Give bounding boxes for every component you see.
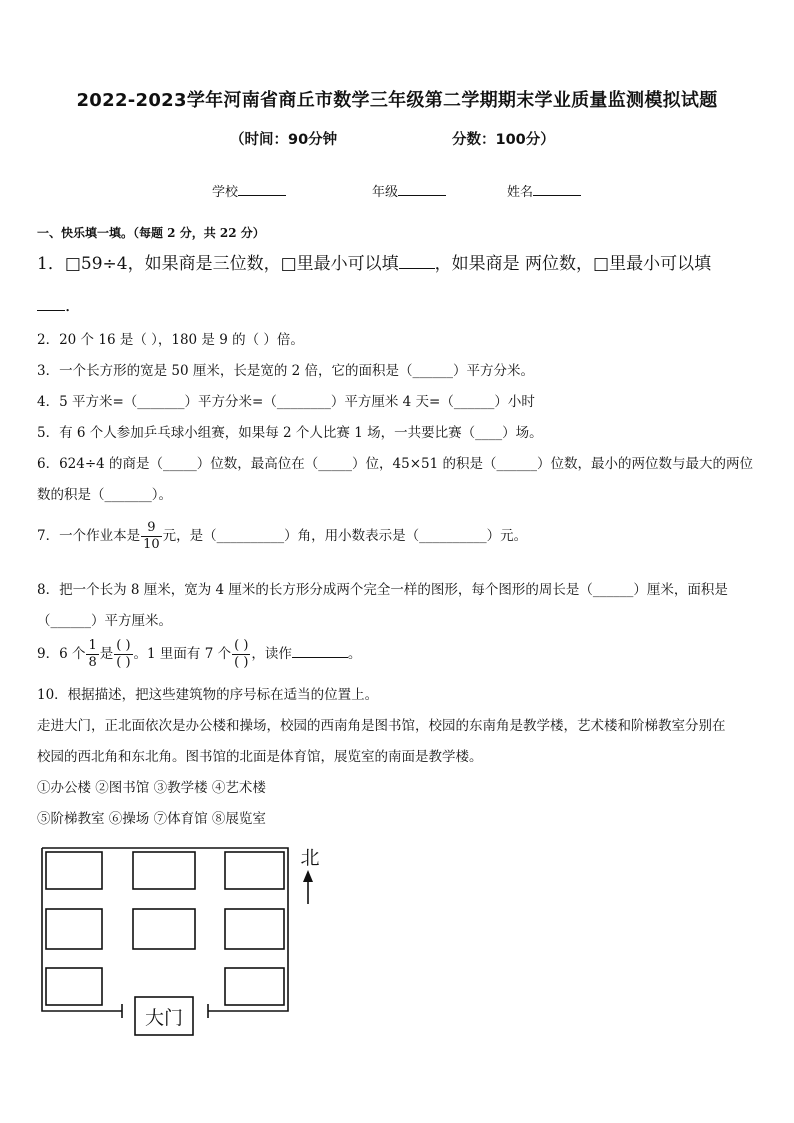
q9-text-e: 。 bbox=[347, 646, 362, 662]
exam-time: （时间：90分钟 bbox=[230, 132, 338, 148]
question-7 bbox=[37, 520, 759, 553]
q1-blank-2[interactable] bbox=[37, 296, 65, 311]
lot-bottom-left[interactable] bbox=[46, 968, 102, 1005]
q9-blank-num-1: ( ) bbox=[116, 638, 131, 653]
building-list-1: ①办公楼 ②图书馆 ③教学楼 ④艺术楼 bbox=[37, 780, 266, 796]
q1-text-a: 1．□59÷4，如果商是三位数，□里最小可以填 bbox=[37, 254, 399, 274]
q7-text-a: 7．一个作业本是 bbox=[37, 528, 141, 544]
lot-top-middle[interactable] bbox=[133, 852, 195, 889]
gate-label: 大门 bbox=[144, 1007, 184, 1029]
campus-map bbox=[40, 846, 340, 1046]
q7-numerator: 9 bbox=[147, 520, 156, 535]
q1-text-b: ，如果商是 两位数，□里最小可以填 bbox=[434, 254, 712, 274]
school-label: 学校 bbox=[212, 185, 239, 200]
q9-text-a: 9．6 个 bbox=[37, 646, 86, 662]
question-9 bbox=[37, 638, 759, 671]
exam-title: 2022-2023学年河南省商丘市数学三年级第二学期期末学业质量监测模拟试题 bbox=[76, 90, 718, 111]
student-info bbox=[0, 181, 794, 201]
q1-blank-1[interactable] bbox=[399, 254, 435, 269]
grade-field[interactable] bbox=[372, 181, 446, 200]
section-heading: 一、快乐填一填。（每题 2 分，共 22 分） bbox=[37, 226, 265, 240]
question-8: 8．把一个长为 8 厘米，宽为 4 厘米的长方形分成两个完全一样的图形，每个图形的周长是（______）厘米，面积是 bbox=[37, 582, 728, 598]
question-10: 10．根据描述，把这些建筑物的序号标在适当的位置上。 bbox=[37, 687, 379, 703]
lot-center[interactable] bbox=[133, 909, 195, 949]
q9-blank-den-1: ( ) bbox=[116, 655, 131, 670]
q1-text-c: ． bbox=[65, 296, 82, 316]
q9-numerator: 1 bbox=[88, 638, 97, 653]
question-10-desc-2: 校园的西北角和东北角。图书馆的北面是体育馆，展览室的南面是教学楼。 bbox=[37, 749, 483, 765]
question-6: 6．624÷4 的商是（_____）位数，最高位在（_____）位，45×51 的积是（______）位数，最小的两位数与最大的两位 bbox=[37, 456, 754, 472]
q9-blank-num-2: ( ) bbox=[234, 638, 249, 653]
question-1 bbox=[37, 247, 759, 281]
q9-blank-read[interactable] bbox=[292, 643, 348, 658]
q9-blank-den-2: ( ) bbox=[234, 655, 249, 670]
q9-denominator: 8 bbox=[88, 655, 97, 670]
question-10-desc-1: 走进大门，正北面依次是办公楼和操场，校园的西南角是图书馆，校园的东南角是教学楼，艺术楼和阶梯教室分别在 bbox=[37, 718, 726, 734]
lot-middle-right[interactable] bbox=[225, 909, 284, 949]
q9-blank-fraction-1[interactable] bbox=[114, 638, 132, 671]
exam-score: 分数：100分） bbox=[452, 132, 555, 148]
lot-bottom-right[interactable] bbox=[225, 968, 284, 1005]
name-label: 姓名 bbox=[507, 185, 534, 200]
question-6-cont: 数的积是（_______）。 bbox=[37, 487, 172, 503]
q9-text-c: 。1 里面有 7 个 bbox=[133, 646, 232, 662]
question-1-cont bbox=[37, 291, 759, 322]
q7-fraction bbox=[141, 520, 162, 553]
campus-wall-right bbox=[42, 848, 288, 1011]
exam-meta bbox=[0, 128, 794, 152]
lot-top-left[interactable] bbox=[46, 852, 102, 889]
question-2: 2．20 个 16 是（ ），180 是 9 的（ ）倍。 bbox=[37, 332, 304, 348]
grade-label: 年级 bbox=[372, 185, 399, 200]
lot-top-right[interactable] bbox=[225, 852, 284, 889]
north-label: 北 bbox=[300, 847, 320, 869]
q9-text-d: ，读作 bbox=[251, 646, 292, 662]
q7-denominator: 10 bbox=[143, 537, 160, 552]
north-arrow-icon bbox=[303, 870, 313, 904]
q9-blank-fraction-2[interactable] bbox=[232, 638, 250, 671]
question-5: 5．有 6 个人参加乒乓球小组赛，如果每 2 个人比赛 1 场，一共要比赛（____）场。 bbox=[37, 425, 543, 441]
question-4: 4．5 平方米=（_______）平方分米=（________）平方厘米 4 天=（______）小时 bbox=[37, 394, 535, 410]
question-8-cont: （______）平方厘米。 bbox=[37, 613, 172, 629]
school-field[interactable] bbox=[212, 181, 286, 200]
lot-middle-left[interactable] bbox=[46, 909, 102, 949]
question-3: 3．一个长方形的宽是 50 厘米，长是宽的 2 倍，它的面积是（______）平方分米。 bbox=[37, 363, 535, 379]
name-field[interactable] bbox=[507, 181, 581, 200]
q9-fraction-1 bbox=[86, 638, 98, 671]
campus-wall-left bbox=[42, 848, 122, 1011]
q9-text-b: 是 bbox=[99, 646, 114, 662]
building-list-2: ⑤阶梯教室 ⑥操场 ⑦体育馆 ⑧展览室 bbox=[37, 811, 266, 827]
q7-text-b: 元，是（__________）角，用小数表示是（__________）元。 bbox=[162, 528, 528, 544]
